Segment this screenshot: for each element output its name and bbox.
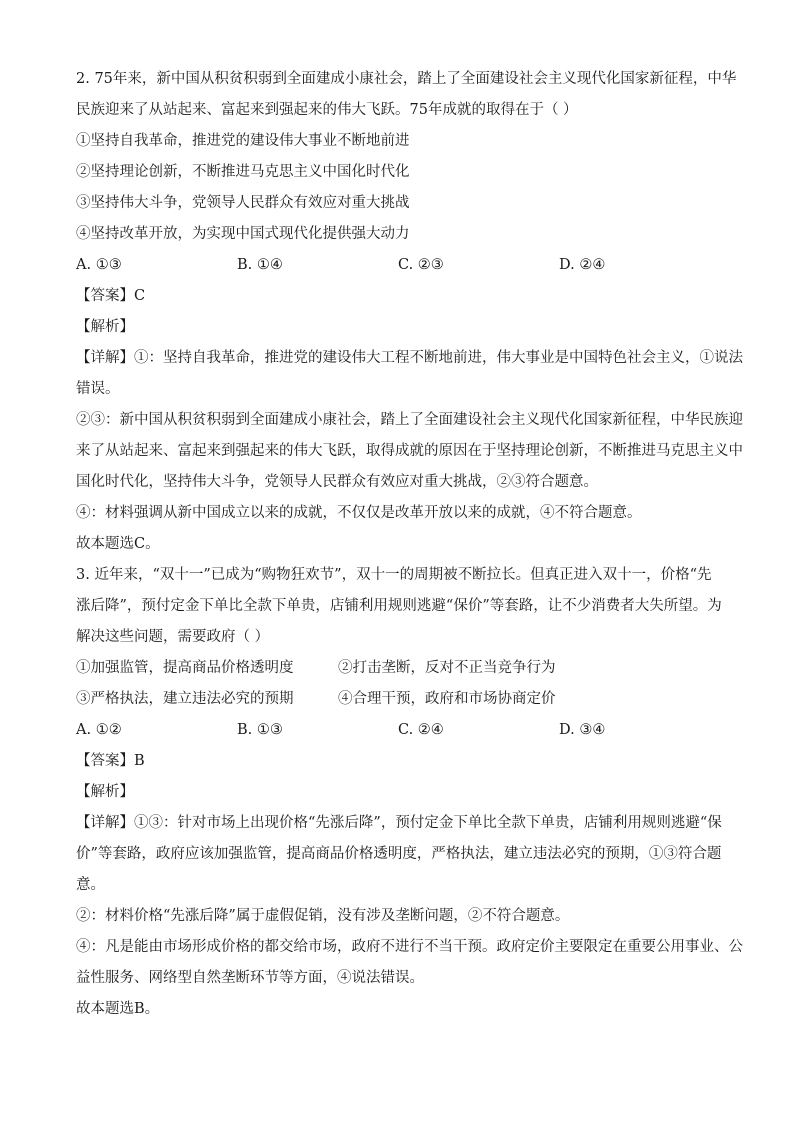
conclusion-line: 故本题选B。 [76, 1001, 160, 1017]
statement: ①加强监管，提高商品价格透明度 [76, 660, 294, 676]
answer-line: 【答案】B [76, 753, 145, 769]
explanation-line: ④：凡是能由市场形成价格的都交给市场，政府不进行不当干预。政府定价主要限定在重要公用事业、公 [76, 939, 743, 955]
explanation-line: 来了从站起来、富起来到强起来的伟大飞跃，取得成就的原因在于坚持理论创新，不断推进马克思主义中 [76, 443, 743, 459]
option-b: B. ①③ [237, 722, 283, 738]
option-c: C. ②④ [398, 722, 444, 738]
option-d: D. ②④ [559, 257, 606, 273]
answer-options [76, 250, 720, 281]
statement: ③严格执法，建立违法必究的预期 [76, 691, 294, 707]
conclusion-line: 故本题选C。 [76, 536, 160, 552]
explanation-line: 国化时代化，坚持伟大斗争，党领导人民群众有效应对重大挑战，②③符合题意。 [76, 474, 598, 490]
explanation-line: ②：材料价格“先涨后降”属于虚假促销，没有涉及垄断问题，②不符合题意。 [76, 908, 570, 924]
explanation-line: 益性服务、网络型自然垄断环节等方面，④说法错误。 [76, 970, 424, 986]
option-a: A. ①② [76, 722, 122, 738]
explanation-line: 意。 [76, 877, 105, 893]
option-d: D. ③④ [559, 722, 606, 738]
analysis-label: 【解析】 [76, 784, 134, 800]
explanation-line: 错误。 [76, 381, 120, 397]
explanation-line: ②③：新中国从积贫积弱到全面建成小康社会，踏上了全面建设社会主义现代化国家新征程，中华民族迎 [76, 412, 743, 428]
option-c: C. ②③ [398, 257, 444, 273]
statement: ③坚持伟大斗争，党领导人民群众有效应对重大挑战 [76, 195, 410, 211]
analysis-label: 【解析】 [76, 319, 134, 335]
statement-row [76, 653, 720, 684]
answer-line: 【答案】C [76, 288, 146, 304]
statement: ④坚持改革开放，为实现中国式现代化提供强大动力 [76, 226, 410, 242]
question-stem: 民族迎来了从站起来、富起来到强起来的伟大飞跃。75年成就的取得在于（ ） [76, 102, 578, 118]
statement: ②打击垄断，反对不正当竞争行为 [338, 660, 556, 676]
explanation-line: 【详解】①③：针对市场上出现价格“先涨后降”，预付定金下单比全款下单贵，店铺利用规则逃避“保 [76, 815, 722, 831]
option-a: A. ①③ [76, 257, 122, 273]
answer-options [76, 715, 720, 746]
statement: ④合理干预，政府和市场协商定价 [338, 691, 556, 707]
question-3 [76, 560, 743, 1025]
explanation-line: ④：材料强调从新中国成立以来的成就，不仅仅是改革开放以来的成就，④不符合题意。 [76, 505, 642, 521]
question-2 [76, 64, 743, 560]
explanation-line: 【详解】①：坚持自我革命，推进党的建设伟大工程不断地前进，伟大事业是中国特色社会主义，①说法 [76, 350, 743, 366]
question-stem: 2. 75年来，新中国从积贫积弱到全面建成小康社会，踏上了全面建设社会主义现代化国家新征程，中华 [76, 71, 737, 87]
statement-row [76, 684, 720, 715]
statement: ②坚持理论创新，不断推进马克思主义中国化时代化 [76, 164, 410, 180]
explanation-line: 价”等套路，政府应该加强监管，提高商品价格透明度，严格执法，建立违法必究的预期，①③符合题 [76, 846, 722, 862]
option-b: B. ①④ [237, 257, 283, 273]
question-stem: 3. 近年来，“双十一”已成为“购物狂欢节”，双十一的周期被不断拉长。但真正进入双十一，价格“先 [76, 567, 712, 583]
document-page [76, 64, 743, 1025]
statement: ①坚持自我革命，推进党的建设伟大事业不断地前进 [76, 133, 410, 149]
question-stem: 涨后降”，预付定金下单比全款下单贵，店铺利用规则逃避“保价”等套路，让不少消费者大失所望。为 [76, 598, 722, 614]
question-stem: 解决这些问题，需要政府（ ） [76, 629, 270, 645]
